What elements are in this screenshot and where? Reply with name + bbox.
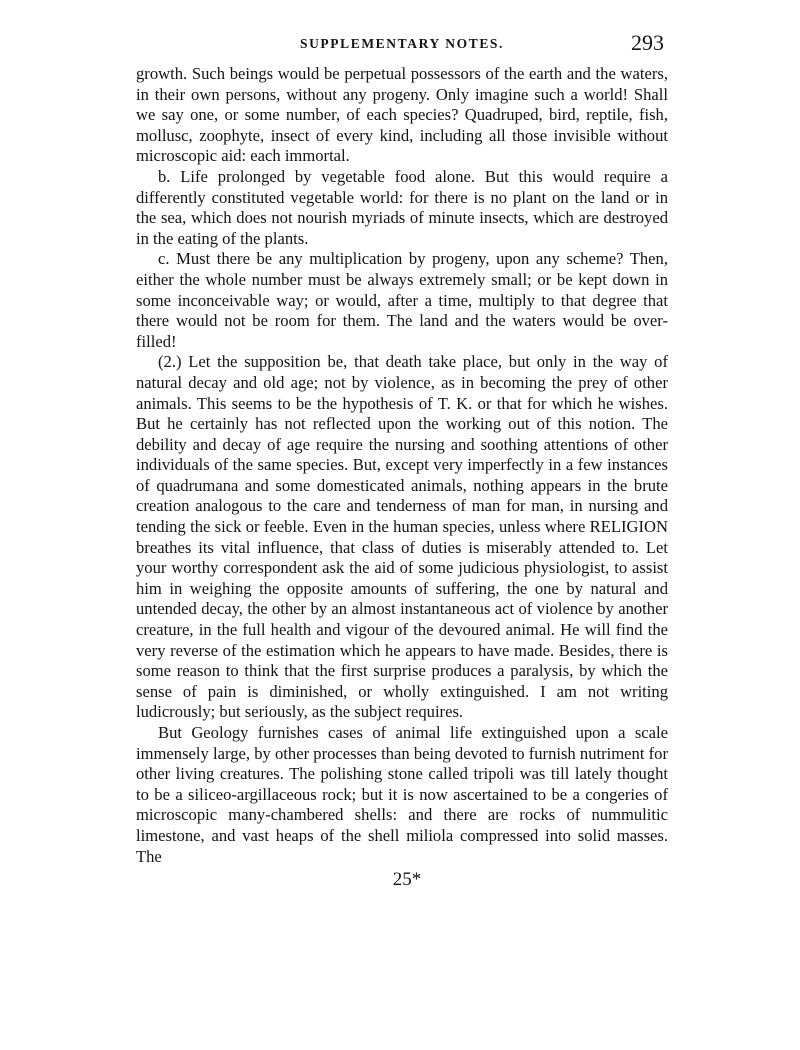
book-page <box>136 30 668 891</box>
signature-mark: 25* <box>392 869 422 891</box>
paragraph-2: (2.) Let the supposition be, that death take place, but only in the way of natural decay and old age; not by violence, as in becoming the prey of other animals. This seems to be the hypothesis of T. K. or that for which he wishes. But he certainly has not reflected upon the working out of this notion. The debility and decay of age require the nursing and soothing attentions of other individuals of the same species. But, except very imperfectly in a few instances of quadrumana and some domesticated animals, nothing appears in the brute creation analogous to the care and tenderness of man for man, in nursing and tending the sick or feeble. Even in the human species, unless where RELIGION breathes its vital influence, that class of duties is miserably attended to. Let your worthy correspondent ask the aid of some judicious physiologist, to assist him in weighing the opposite amounts of suffering, the one by natural and untended decay, the other by an almost instantaneous act of violence by another creature, in the full health and vigour of the devoured animal. He will find the very reverse of the estimation which he appears to have made. Besides, there is some reason to think that the first surprise produces a paralysis, by which the sense of pain is diminished, or wholly extinguished. I am not writing ludicrously; but seriously, as the subject requires. <box>136 352 668 722</box>
paragraph-c: c. Must there be any multiplication by progeny, upon any scheme? Then, either the whole number must be always extremely small; or be kept down in some inconceivable way; or would, after a time, multiply to that degree that there would not be room for them. The land and the waters would be over-filled! <box>136 249 668 351</box>
paragraph-b: b. Life prolonged by vegetable food alone. But this would require a differently constituted vegetable world: for there is no plant on the land or in the sea, which does not nourish myriads of minute insects, which are destroyed in the eating of the plants. <box>136 166 668 248</box>
running-head <box>136 30 668 64</box>
body-text <box>136 64 668 867</box>
running-title: SUPPLEMENTARY NOTES. <box>299 36 505 51</box>
paragraph-geology: But Geology furnishes cases of animal life extinguished upon a scale immensely large, by other processes than being devoted to furnish nutriment for other living creatures. The polishing stone called tripoli was till lately thought to be a siliceo-argillaceous rock; but it is now ascertained to be a congeries of microscopic many-chambered shells: and there are rocks of nummulitic limestone, and vast heaps of the shell miliola compressed into solid masses. The <box>136 723 668 866</box>
page-number: 293 <box>631 30 664 55</box>
paragraph-continuation: growth. Such beings would be perpetual possessors of the earth and the waters, in their own persons, without any progeny. Only imagine such a world! Shall we say one, or some number, of each species? Quadruped, bird, reptile, fish, mollusc, zoophyte, insect of every kind, including all those invisible without microscopic aid: each immortal. <box>136 64 668 166</box>
